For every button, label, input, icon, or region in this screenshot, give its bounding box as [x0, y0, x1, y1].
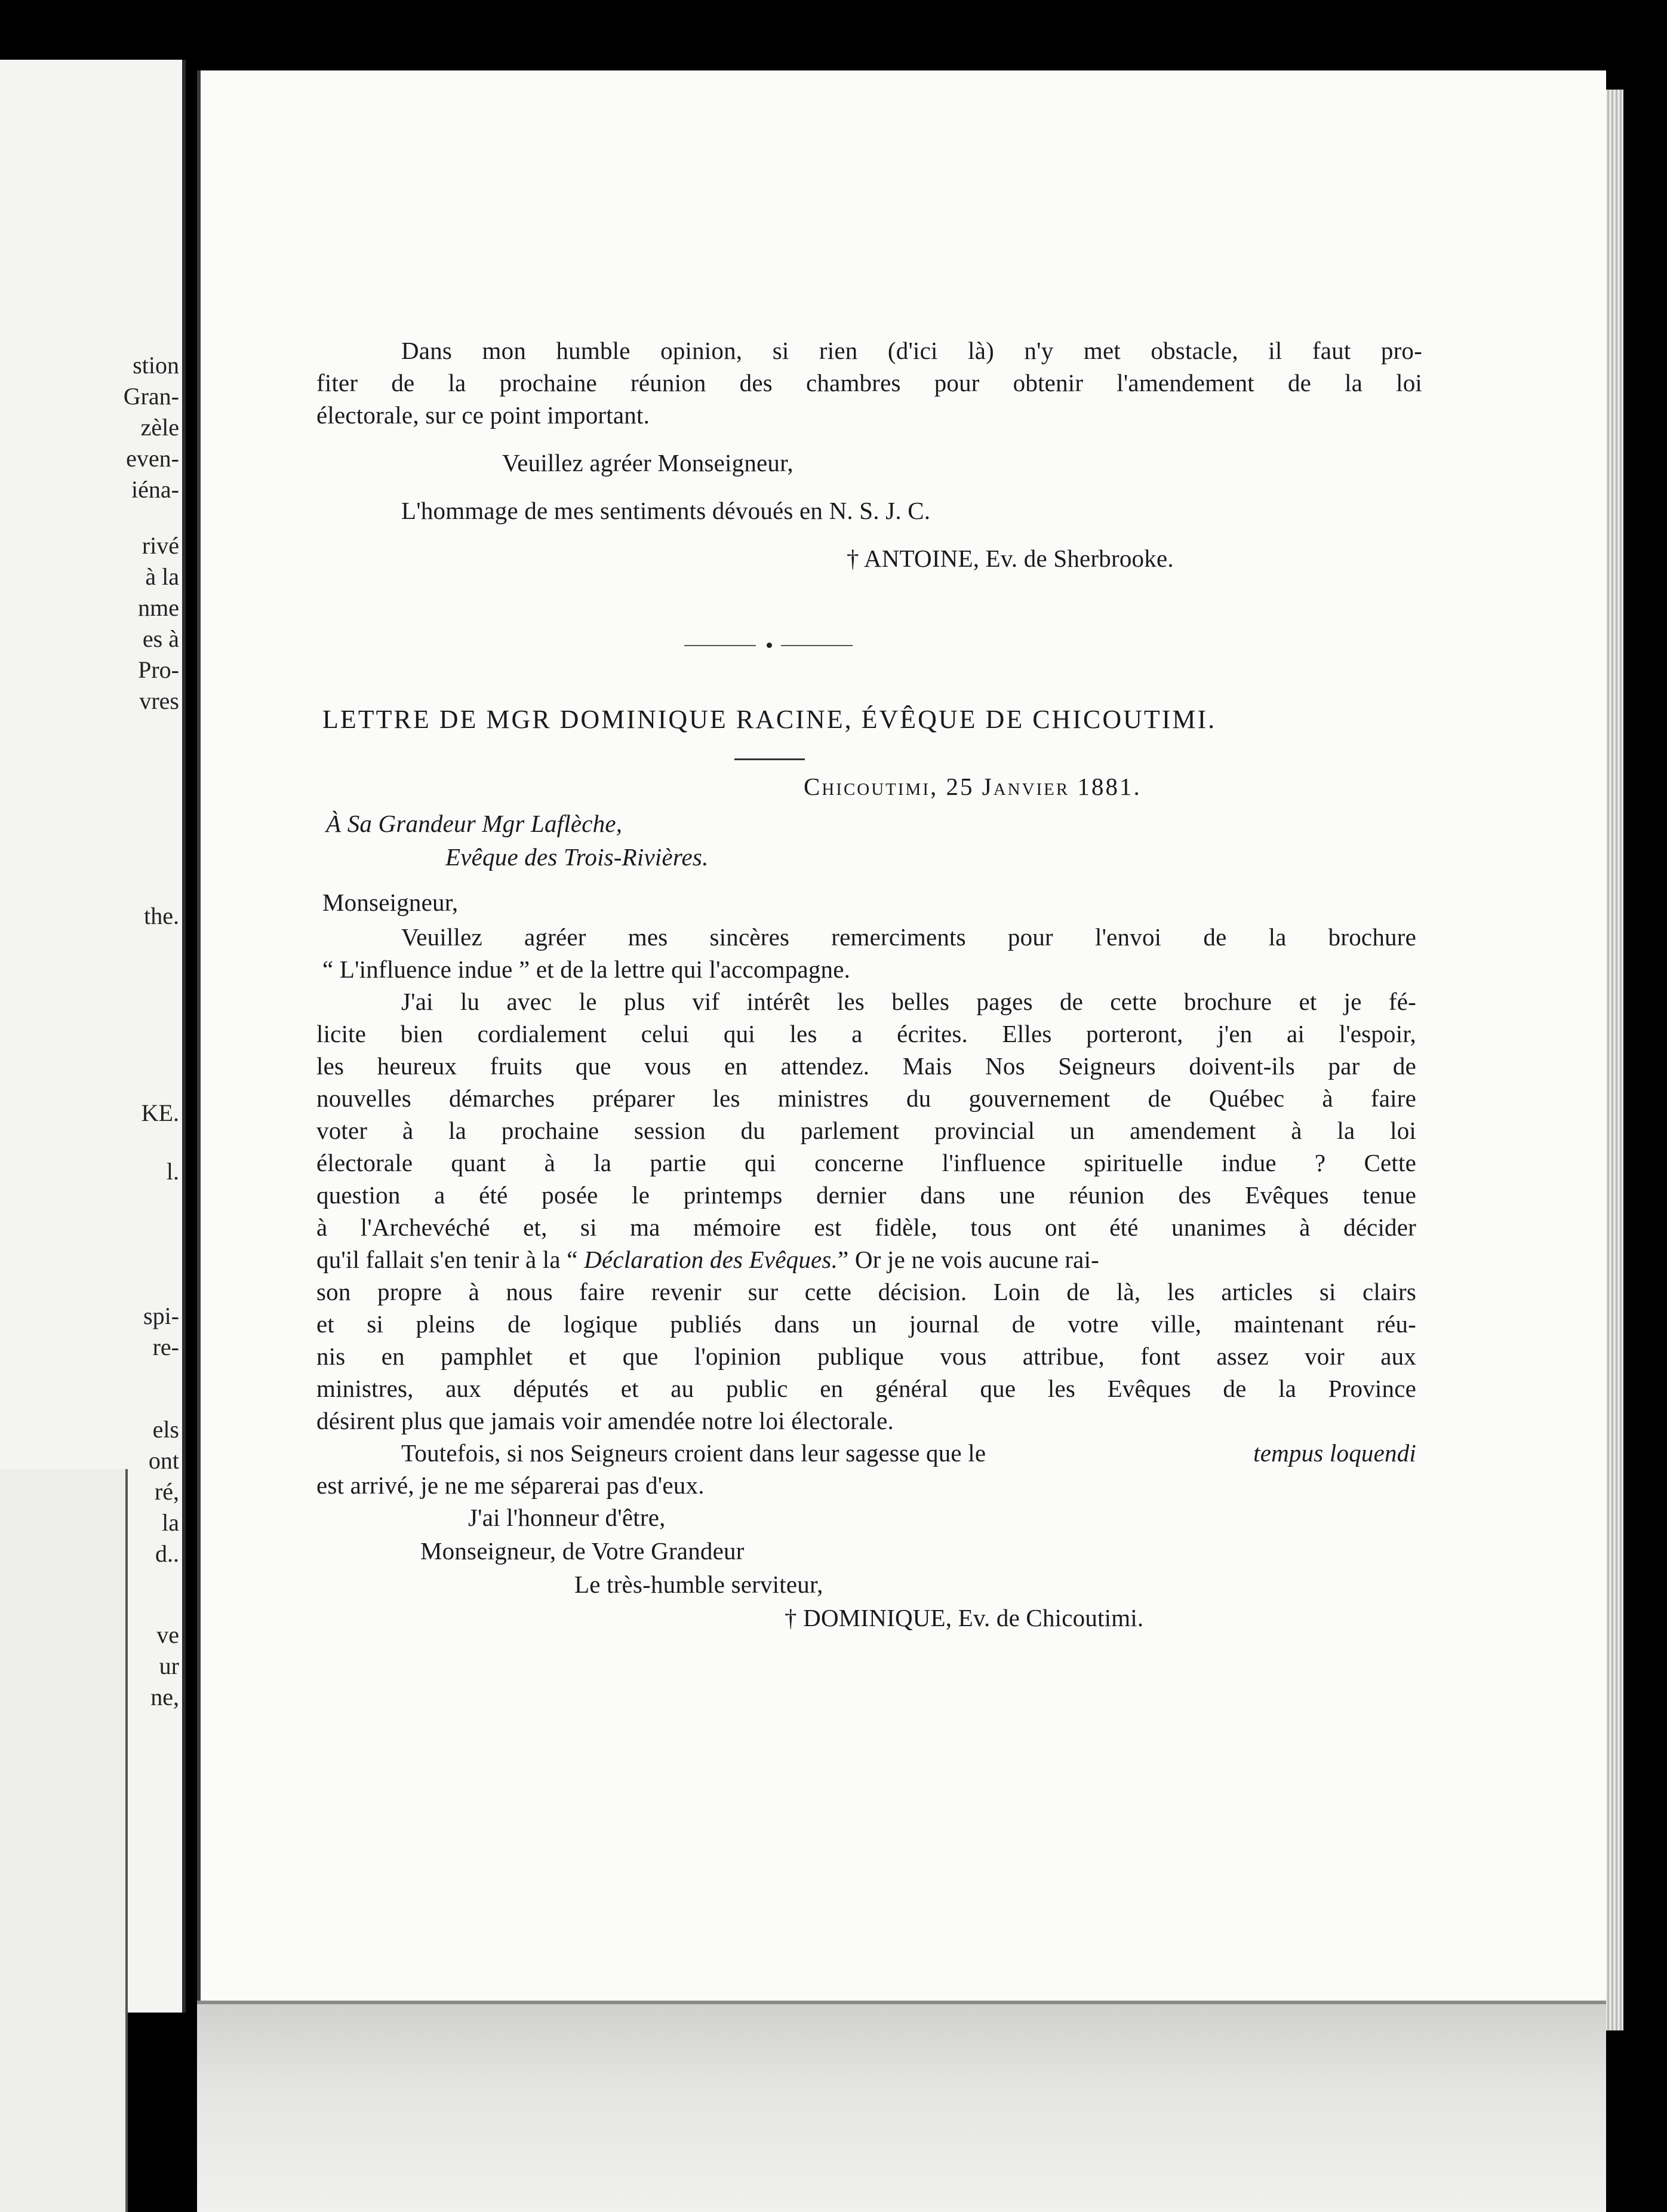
letter-body-line: désirent plus que jamais voir amendée notre loi électorale. — [316, 1407, 894, 1434]
left-fragment: ont — [148, 1447, 179, 1474]
left-fragment: nme — [138, 594, 179, 621]
top-letter-signature: † ANTOINE, Ev. de Sherbrooke. — [847, 545, 1174, 572]
document-page — [197, 70, 1606, 2101]
letter-body-line: voter à la prochaine session du parlement provincial un amendement à la loi — [316, 1117, 1416, 1144]
left-fragment: la — [162, 1509, 179, 1536]
letter-body-line: est arrivé, je ne me séparerai pas d'eux. — [316, 1471, 705, 1499]
letter-place-date: Chicoutimi, 25 Janvier 1881. — [804, 773, 1142, 800]
separator-line — [781, 645, 853, 646]
letter-signature: † DOMINIQUE, Ev. de Chicoutimi. — [785, 1604, 1144, 1632]
left-fragment: l. — [166, 1158, 179, 1185]
letter-body-line: son propre à nous faire revenir sur cette décision. Loin de là, les articles si clairs — [316, 1278, 1416, 1305]
letter-addressee: Evêque des Trois-Rivières. — [445, 843, 709, 871]
letter-body-line: électorale quant à la partie qui concerne l'influence spirituelle indue ? Cette — [316, 1149, 1416, 1176]
letter-body-line: nouvelles démarches préparer les ministres du gouvernement de Québec à faire — [316, 1085, 1416, 1112]
body-text: ” Or je ne vois aucune rai- — [838, 1246, 1100, 1273]
letter-body-line: Veuillez agréer mes sincères remerciments pour l'envoi de la brochure — [401, 923, 1416, 951]
letter-body-line: “ L'influence indue ” et de la lettre qui l'accompagne. — [322, 956, 851, 983]
top-letter-closing: Veuillez agréer Monseigneur, — [502, 449, 793, 477]
left-fragment: Gran- — [123, 383, 179, 410]
top-letter-line: électorale, sur ce point important. — [316, 401, 650, 429]
left-fragment: ne, — [150, 1683, 179, 1710]
left-fragment: KE. — [141, 1099, 179, 1126]
left-fragment: ve — [156, 1621, 179, 1648]
letter-body-line: à l'Archevéché et, si ma mémoire est fidèle, tous ont été unanimes à décider — [316, 1213, 1416, 1241]
letter-body-line: question a été posée le printemps dernier dans une réunion des Evêques tenue — [316, 1181, 1416, 1209]
top-letter-line: fiter de la prochaine réunion des chambres pour obtenir l'amendement de la loi — [316, 369, 1422, 397]
title-rule — [734, 758, 805, 760]
left-fragment: Pro- — [138, 656, 179, 683]
letter-closing: J'ai l'honneur d'être, — [468, 1504, 666, 1531]
letter-salutation: Monseigneur, — [322, 889, 459, 916]
left-fragment: ré, — [154, 1478, 179, 1505]
left-fragment: els — [152, 1416, 179, 1443]
letter-body-line: licite bien cordialement celui qui les a écrites. Elles porteront, j'en ai l'espoir, — [316, 1020, 1416, 1047]
letter-body-line: les heureux fruits que vous en attendez. Mais Nos Seigneurs doivent-ils par de — [316, 1052, 1416, 1080]
left-fragment: even- — [126, 445, 179, 472]
separator-dot — [767, 643, 772, 648]
top-letter-line: Dans mon humble opinion, si rien (d'ici là) n'y met obstacle, il faut pro- — [401, 337, 1422, 364]
left-fragment: re- — [152, 1334, 179, 1360]
left-fragment: the. — [144, 902, 179, 929]
left-fragment: zèle — [140, 414, 179, 441]
letter-closing: Le très-humble serviteur, — [574, 1571, 823, 1598]
letter-body-line — [401, 1437, 1416, 1469]
left-fragment: stion — [133, 352, 179, 379]
letter-closing: Monseigneur, de Votre Grandeur — [420, 1537, 745, 1565]
body-text: qu'il fallait s'en tenir à la “ — [316, 1246, 578, 1273]
left-fragment: à la — [145, 563, 179, 590]
letter-body-line: J'ai lu avec le plus vif intérêt les belles pages de cette brochure et je fé- — [401, 988, 1416, 1015]
left-fragment: es à — [142, 625, 179, 652]
left-fragment: spi- — [143, 1302, 179, 1329]
letter-title: LETTRE DE MGR DOMINIQUE RACINE, ÉVÊQUE DE CHICOUTIMI. — [322, 705, 1217, 734]
body-italic-text: Déclaration des Evêques. — [584, 1246, 838, 1273]
page-bottom-edge — [197, 2001, 1606, 2212]
separator-line — [684, 645, 756, 646]
letter-body-line — [316, 1243, 1416, 1276]
body-italic-text: tempus loquendi — [1253, 1439, 1416, 1467]
left-fragment: rivé — [142, 532, 179, 559]
left-fragment: d.. — [155, 1540, 179, 1567]
left-fragment: iéna- — [131, 476, 179, 503]
left-fragment: ur — [159, 1652, 179, 1679]
letter-addressee: À Sa Grandeur Mgr Laflèche, — [326, 810, 623, 837]
body-text: Toutefois, si nos Seigneurs croient dans leur sagesse que le — [401, 1439, 986, 1467]
top-letter-closing: L'hommage de mes sentiments dévoués en N. S. J. C. — [401, 497, 931, 524]
page-edge-strip — [0, 1469, 128, 2212]
letter-body-line: et si pleins de logique publiés dans un journal de votre ville, maintenant réu- — [316, 1310, 1416, 1338]
letter-body-line: ministres, aux députés et au public en général que les Evêques de la Province — [316, 1375, 1416, 1402]
left-fragment: vres — [139, 687, 179, 714]
letter-body-line: nis en pamphlet et que l'opinion publique vous attribue, font assez voir aux — [316, 1342, 1416, 1370]
page-bottom-line — [197, 2001, 1606, 2004]
